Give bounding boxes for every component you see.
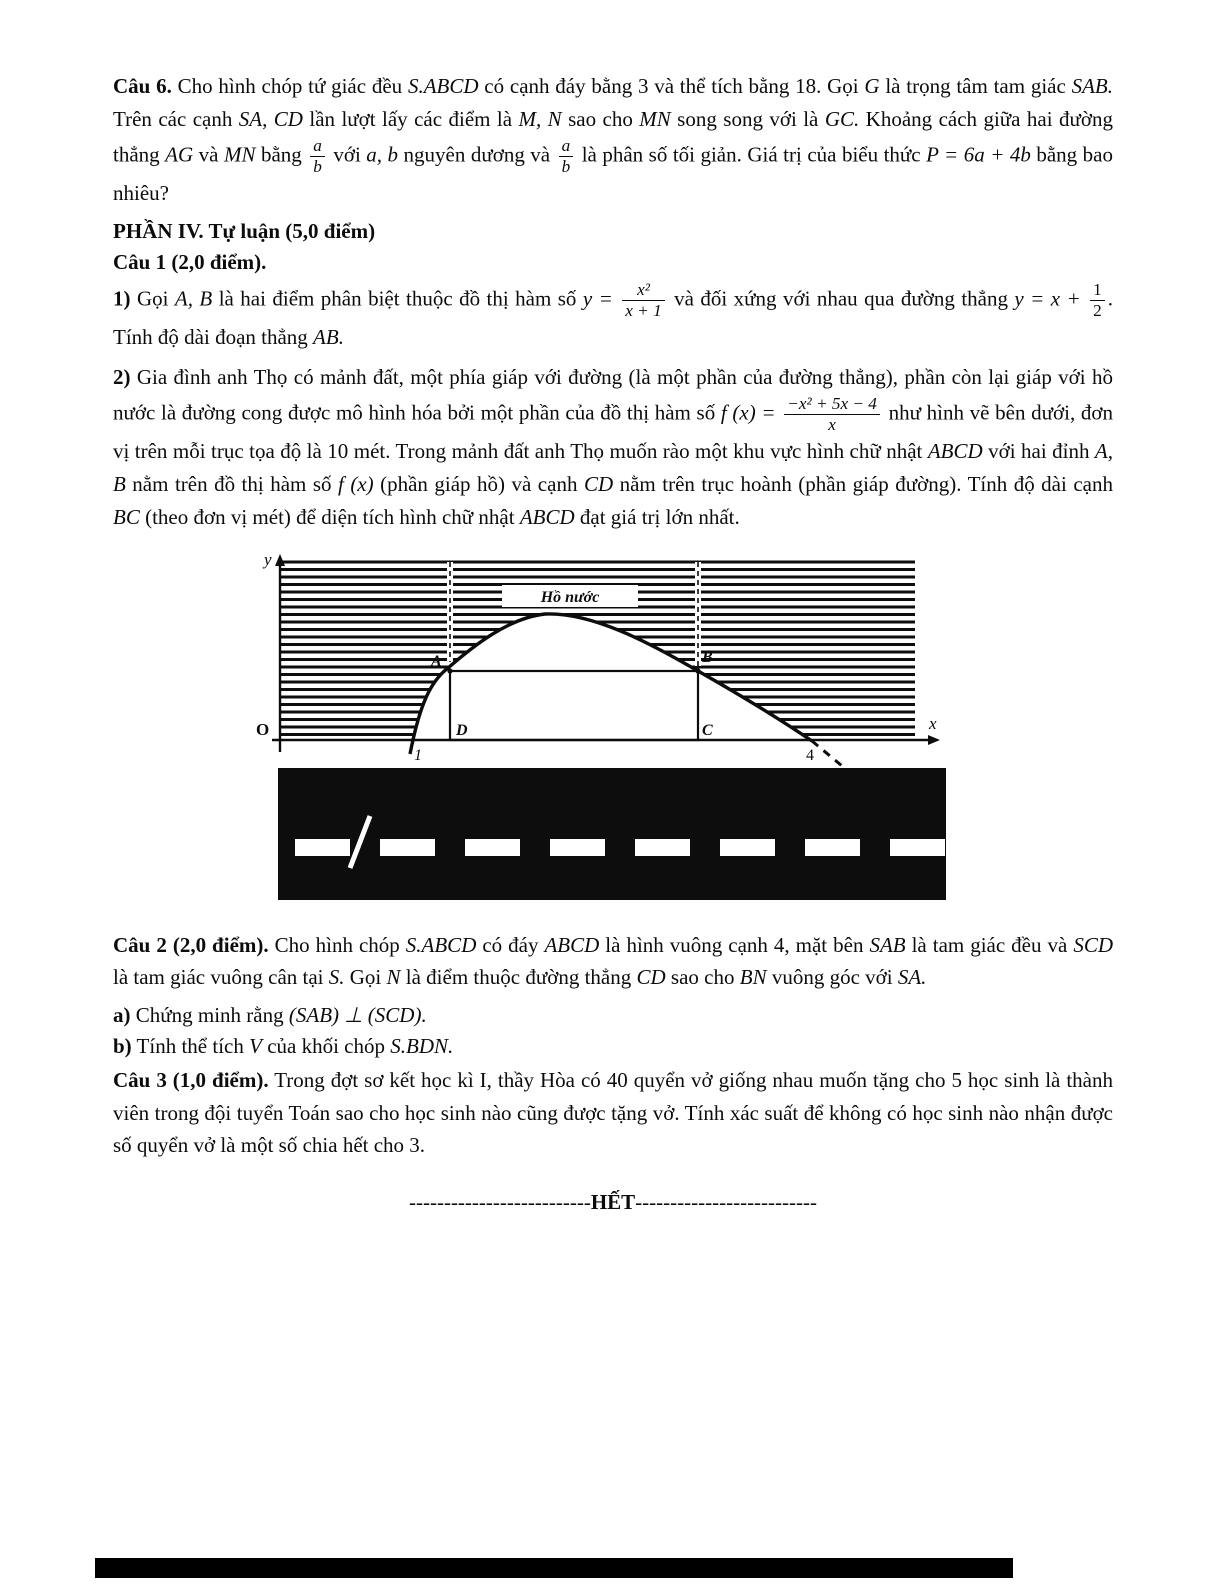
- question-1-part-2: [113, 361, 1113, 534]
- text-run: Cho hình chóp: [268, 932, 406, 957]
- text-run: 1): [113, 286, 131, 311]
- label-A: A: [431, 652, 442, 670]
- question-1-heading: [113, 248, 1113, 276]
- text-run: 2): [113, 364, 131, 389]
- text-run: vuông góc với: [766, 965, 898, 990]
- text-run: --------------------------: [408, 1190, 591, 1214]
- text-run: Gọi: [130, 286, 175, 311]
- lane-dash: [550, 839, 605, 856]
- section-4-heading: [113, 217, 1113, 245]
- label-B: B: [702, 648, 713, 666]
- text-run: M, N: [518, 106, 562, 131]
- text-run: Câu 2 (2,0 điểm).: [113, 932, 269, 957]
- text-run: A, B: [174, 286, 213, 311]
- text-run: AG: [165, 142, 194, 167]
- tick-1: 1: [414, 746, 422, 764]
- text-run: a, b: [366, 142, 399, 167]
- figure-land-lake-graph: [250, 550, 950, 911]
- text-run: là phân số tối giản. Giá trị của biểu thức: [576, 142, 927, 167]
- text-run: là điểm thuộc đường thẳng: [400, 965, 637, 990]
- text-run: y =: [582, 286, 620, 311]
- text-run: là tam giác đều và: [905, 932, 1074, 957]
- text-run: (SAB) ⊥ (SCD).: [288, 1003, 427, 1028]
- text-run: Trong đợt sơ kết học kì I, thầy Hòa có 40 quyển vở giống nhau muốn tặng cho 5 học sinh là thành viên trong đội tuyển Toán sao cho học sinh nào cũng được tặng vở. Tính xác suất để không có học sinh nào nhận được số quyển vở là một số chia hết cho 3.: [113, 1067, 1113, 1158]
- question-2-text: [113, 929, 1113, 995]
- text-run: HẾT: [590, 1190, 636, 1214]
- text-run: với: [327, 142, 367, 167]
- text-run: lần lượt lấy các điểm là: [302, 106, 519, 131]
- text-run: GC.: [824, 106, 860, 131]
- question-2-part-a: [113, 1001, 1113, 1029]
- text-run: và đối xứng với nhau qua đường thẳng: [667, 286, 1015, 311]
- text-run: Gia đình anh Thọ có mảnh đất, một phía giáp với đường (là một phần của đường thẳng), phần còn lại giáp với hồ nước là đường cong được mô hình hóa bởi một phần của đồ thị hàm số: [113, 364, 1113, 425]
- rectangle-ABCD: [450, 671, 698, 740]
- text-run: y = x +: [1014, 286, 1088, 311]
- label-x: x: [929, 713, 937, 733]
- text-run: MN: [223, 142, 256, 167]
- text-run: SAB: [869, 932, 906, 957]
- label-C: C: [702, 721, 713, 739]
- text-run: SCD: [1073, 932, 1113, 957]
- x-axis-arrow-icon: [928, 735, 940, 745]
- text-run: . Tính độ dài đoạn thẳng: [113, 286, 1114, 350]
- text-run: có cạnh đáy bằng 3 và thể tích bằng 18. Gọi: [478, 74, 865, 98]
- text-run: S.ABCD: [405, 932, 477, 957]
- text-run: Gọi: [344, 965, 387, 990]
- lane-dash: [720, 839, 775, 856]
- label-y: y: [264, 549, 272, 569]
- text-run: là hình vuông cạnh 4, mặt bên: [599, 932, 870, 957]
- text-run: MN: [639, 106, 671, 131]
- text-run: nguyên dương và: [398, 142, 556, 167]
- text-run: SA.: [897, 965, 927, 990]
- text-run: a): [113, 1003, 131, 1028]
- text-run: đạt giá trị lớn nhất.: [574, 504, 740, 529]
- fraction: $\frac{\text{x²}}{x + 1}$: [619, 280, 667, 322]
- question-6-text: [113, 70, 1113, 210]
- text-run: AB.: [313, 325, 344, 350]
- lane-dash: [635, 839, 690, 856]
- fraction: $\frac{\text{−x² + 5x − 4}}{x}$: [781, 394, 883, 436]
- fraction: $\frac{a}{b}$: [307, 136, 328, 178]
- text-run: Trên các cạnh: [113, 106, 239, 131]
- graph-svg: [250, 550, 950, 905]
- text-run: ABCD: [544, 932, 600, 957]
- text-run: là hai điểm phân biệt thuộc đồ thị hàm số: [212, 286, 583, 311]
- text-run: P = 6a + 4b: [926, 142, 1031, 167]
- question-1-part-1: [113, 280, 1113, 354]
- text-run: Câu 6.: [113, 74, 172, 98]
- lane-dash: [890, 839, 945, 856]
- text-run: N: [386, 965, 401, 990]
- text-run: V: [249, 1034, 262, 1059]
- text-run: bằng: [255, 142, 308, 167]
- text-run: nằm trên trục hoành (phần giáp đường). Tính độ dài cạnh: [613, 472, 1113, 497]
- text-run: bằng bao nhiêu?: [113, 142, 1113, 206]
- label-D: D: [456, 721, 468, 739]
- lake-label: Hồ nước: [540, 588, 600, 606]
- text-run: BN: [739, 965, 767, 990]
- text-run: nằm trên đồ thị hàm số: [125, 472, 338, 497]
- text-run: có đáy: [476, 932, 545, 957]
- text-run: là tam giác vuông cân tại: [113, 965, 329, 990]
- lane-dash: [805, 839, 860, 856]
- text-run: CD: [583, 472, 614, 497]
- label-O: O: [256, 719, 270, 739]
- text-run: Câu 1 (2,0 điểm).: [113, 250, 267, 275]
- lane-dash: [380, 839, 435, 856]
- text-run: SA, CD: [238, 106, 303, 131]
- text-run: ABCD: [927, 439, 983, 464]
- road: [278, 768, 946, 900]
- text-run: BC: [113, 504, 140, 529]
- text-run: PHẦN IV. Tự luận (5,0 điểm): [113, 218, 376, 243]
- text-run: S.ABCD: [407, 74, 479, 98]
- text-run: Chứng minh rằng: [130, 1003, 289, 1028]
- text-run: sao cho: [665, 965, 740, 990]
- text-run: Khoảng cách giữa hai đường thẳng: [113, 106, 1113, 167]
- text-run: G: [864, 74, 880, 98]
- lane-dash: [295, 839, 350, 856]
- text-run: của khối chóp: [261, 1034, 391, 1059]
- text-run: Câu 3 (1,0 điểm).: [113, 1067, 269, 1092]
- text-run: và: [193, 142, 224, 167]
- text-run: SAB.: [1071, 74, 1113, 98]
- text-run: như hình vẽ bên dưới, đơn vị trên mỗi trục tọa độ là 10 mét. Trong mảnh đất anh Thọ muốn rào một khu vực hình chữ nhật: [113, 400, 1113, 464]
- text-run: S.: [328, 965, 345, 990]
- text-run: Tính thể tích: [131, 1034, 250, 1059]
- text-run: sao cho: [561, 106, 640, 131]
- text-run: A, B: [113, 439, 1113, 497]
- text-run: ABCD: [519, 504, 575, 529]
- tick-4: 4: [806, 746, 814, 764]
- text-run: (theo đơn vị mét) để diện tích hình chữ nhật: [139, 504, 520, 529]
- text-run: S.BDN.: [390, 1034, 454, 1059]
- text-run: là trọng tâm tam giác: [879, 74, 1072, 98]
- text-run: f (x): [338, 472, 374, 497]
- text-run: --------------------------: [635, 1190, 817, 1214]
- question-2-part-b: [113, 1032, 1113, 1060]
- fraction: $\frac{a}{b}$: [556, 136, 577, 178]
- end-marker: [113, 1188, 1113, 1217]
- text-run: với hai đỉnh: [982, 439, 1095, 464]
- point-A-dot: [447, 668, 452, 673]
- lane-dash: [465, 839, 520, 856]
- point-B-dot: [695, 668, 700, 673]
- fraction: $\frac{1}{2}$: [1087, 280, 1108, 322]
- scan-artifact-bar: [95, 1558, 1013, 1578]
- text-run: b): [113, 1034, 132, 1059]
- text-run: song song với là: [670, 106, 825, 131]
- text-run: CD: [636, 965, 666, 990]
- text-run: f (x) =: [720, 400, 782, 425]
- text-run: Cho hình chóp tứ giác đều: [171, 74, 408, 98]
- y-axis-arrow-icon: [275, 554, 285, 566]
- question-3-text: [113, 1064, 1113, 1162]
- text-run: (phần giáp hồ) và cạnh: [373, 472, 584, 497]
